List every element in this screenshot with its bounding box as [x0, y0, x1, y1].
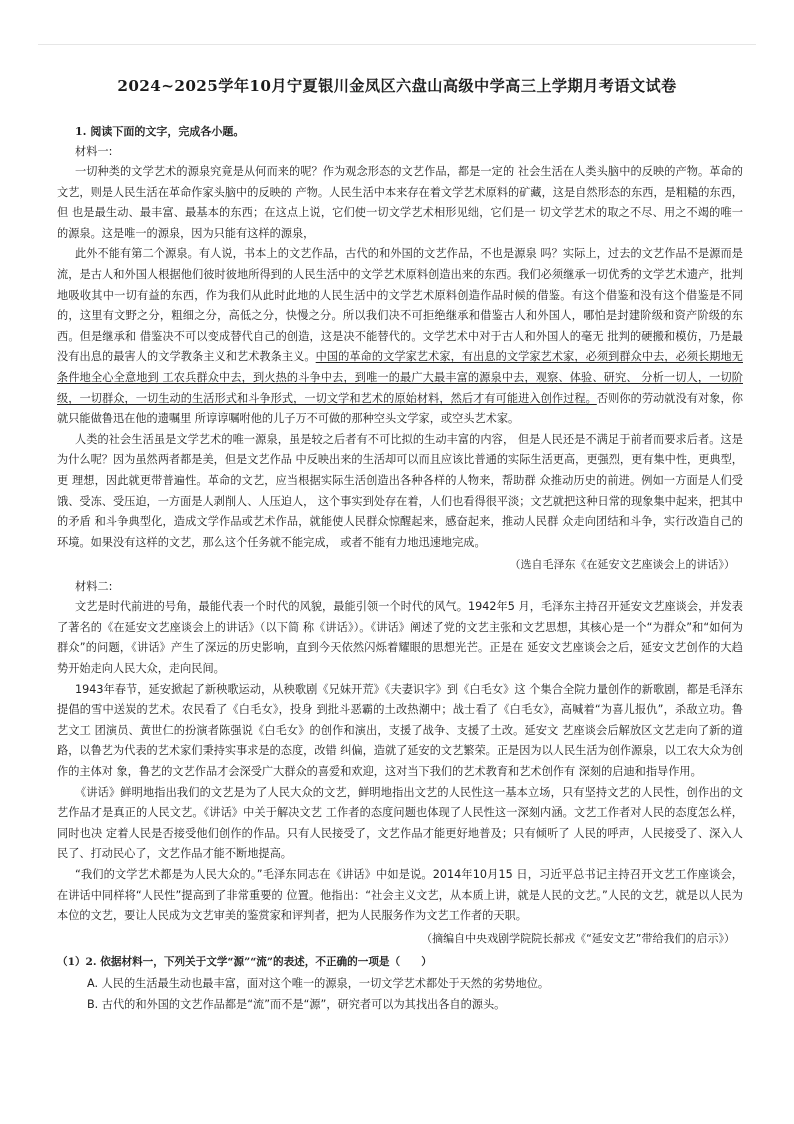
paragraph-text: “我们的文学艺术都是为人民大众的。”毛泽东同志在《讲话》中如是说。2014年10月15 日，习近平总书记主持召开文艺工作座谈会，在讲话中同样将“人民性”提高到了非常重要的 位置。他指出：“社会主义文艺，从本质上讲，就是人民的文艺。”人民的文艺，就是以人民为 本位的文艺，要让人民成为文艺审美的鉴赏家和评判者，把为人民服务作为文艺工作者的天职。 [57, 868, 743, 923]
paragraph [57, 244, 743, 429]
paragraph-text: 1943年春节，延安掀起了新秧歌运动，从秧歌剧《兄妹开荒》《夫妻识字》到《白毛女》这 个集合全院力量创作的新歌剧，都是毛泽东提倡的雪中送炭的艺术。农民看了《白毛女》，投身 到批斗恶霸的土改热潮中；战士看了《白毛女》，高喊着“为喜儿报仇”，杀敌立功。鲁艺文工 团演员、黄世仁的扮演者陈强说《白毛女》的创作和演出，支援了战争、支援了土改。延安文 艺座谈会后解放区文艺走向了新的道路，以鲁艺为代表的艺术家们秉持实事求是的态度，改错 纠偏，造就了延安的文艺繁荣。正是因为以人民生活为创作源泉，以工农大众为创作的主体对 象，鲁艺的文艺作品才会深受广大群众的喜爱和欢迎，这对当下我们的艺术教育和艺术创作有 深刻的启迪和指导作用。 [57, 682, 743, 779]
paragraph-text: 一切种类的文学艺术的源泉究竟是从何而来的呢？作为观念形态的文艺作品，都是一定的 社会生活在人类头脑中的反映的产物。革命的文艺，则是人民生活在革命作家头脑中的反映的 产物。人民生活中本来存在着文学艺术原料的矿藏，这是自然形态的东西，是粗糙的东西，但 也是最生动、最丰富、最基本的东西；在这点上说，它们使一切文学艺术相形见绌，它们是一 切文学艺术的取之不尽、用之不竭的唯一的源泉。这是唯一的源泉，因为只能有这样的源泉， [57, 165, 743, 240]
paragraph-text: 此外不能有第二个源泉。有人说，书本上的文艺作品，古代的和外国的文艺作品，不也是源泉 吗？实际上，过去的文艺作品不是源而是流，是古人和外国人根据他们彼时彼地所得到的人民生活中的文学艺术原料创造出来的东西。我们必须继承一切优秀的文学艺术遗产，批判地吸收其中一切有益的东西，作为我们从此时此地的人民生活中的文学艺术原料创造作品时候的借鉴。有这个借鉴和没有这个借鉴是不同的，这里有文野之分，粗细之分，高低之分，快慢之分。所以我们决不可拒绝继承和借鉴古人和外国人，哪怕是封建阶级和资产阶级的东西。但是继承和 借鉴决不可以变成替代自己的创造，这是决不能替代的。文学艺术中对于古人和外国人的毫无 批判的硬搬和模仿，乃是最没有出息的最害人的文学教条主义和艺术教条主义。 [57, 247, 743, 364]
material1-source: （选自毛泽东《在延安文艺座谈会上的讲话》） [509, 558, 735, 572]
material1-body [57, 162, 743, 553]
answer-option[interactable]: A. 人民的生活最生动也最丰富，面对这个唯一的源泉，一切文学艺术都处于天然的劣势地位。 [87, 976, 550, 990]
material1-label: 材料一: [75, 145, 113, 158]
paragraph-text: 《讲话》鲜明地指出我们的文艺是为了人民大众的文艺，鲜明地指出文艺的人民性这一基本立场，只有坚持文艺的人民性，创作出的文艺作品才是真正的人民文艺。《讲话》中关于解决文艺 工作者的态度问题也体现了人民性这一深刻内涵。文艺工作者对人民的态度怎么样，同时也决 定着人民是否接受他们创作的作品。只有人民接受了，文艺作品才能更好地普及；只有倾听了 人民的呼声，人民接受了、深入人民了、打动民心了，文艺作品才能不断地提高。 [57, 785, 743, 861]
paragraph [57, 680, 743, 783]
paragraph [57, 597, 743, 679]
material2-source: （摘编自中央戏剧学院院长郝戎《“延安文艺”带给我们的启示》） [421, 931, 735, 945]
paragraph-text: 文艺是时代前进的号角，最能代表一个时代的风貌，最能引领一个时代的风气。1942年5 月，毛泽东主持召开延安文艺座谈会，并发表了著名的《在延安文艺座谈会上的讲话》（以下简 称《讲话》）。《讲话》阐述了党的文艺主张和文艺思想，其核心是一个“为群众”和“如何为 群众”的问题，《讲话》产生了深远的历史影响，直到今天依然闪烁着耀眼的思想光芒。正是在 延安文艺座谈会之后，延安文艺创作的大趋势开始走向人民大众，走向民间。 [57, 600, 743, 676]
answer-options [57, 973, 743, 1015]
content [57, 122, 743, 1015]
paragraph [57, 783, 743, 865]
paragraph-text: 人类的社会生活虽是文学艺术的唯一源泉，虽是较之后者有不可比拟的生动丰富的内容， 但是人民还是不满足于前者而要求后者。这是为什么呢？因为虽然两者都是美，但是文艺作品 中反映出来的生活却可以而且应该比普通的实际生活更高，更强烈，更有集中性，更典型，更 理想，因此就更带普遍性。革命的文艺，应当根据实际生活创造出各种各样的人物来，帮助群 众推动历史的前进。例如一方面是人们受饿、受冻、受压迫，一方面是人剥削人、人压迫人， 这个事实到处存在着，人们也看得很平淡；文艺就把这种日常的现象集中起来，把其中的矛盾 和斗争典型化，造成文学作品或艺术作品，就能使人民群众惊醒起来，感奋起来，推动人民群 众走向团结和斗争，实行改造自己的环境。如果没有这样的文艺，那么这个任务就不能完成， 或者不能有力地迅速地完成。 [57, 432, 743, 549]
question-heading [75, 122, 743, 142]
paragraph [57, 162, 743, 244]
header-rule [38, 44, 756, 45]
material2-label: 材料二: [75, 580, 113, 594]
question-number: 1. [75, 125, 87, 138]
paragraph [57, 430, 743, 554]
paragraph-text: 否则你的劳动就没有对象，你就只能做鲁迅在他的遗嘱里 所谆谆嘱咐他的儿子万不可做的那种空头文学家，或空头艺术家。 [57, 391, 743, 426]
question-instruction: 阅读下面的文字，完成各小题。 [90, 125, 245, 138]
material2-body [57, 597, 743, 927]
underlined-text: 中国的革命的文学家艺术家，有出息的文学家艺术家，必须到群众中去，必须长期地无条件地全心全意地到 工农兵群众中去，到火热的斗争中去，到唯一的最广大最丰富的源泉中去，观察、体验、研究、 分析一切人，一切阶级，一切群众，一切生动的生活形式和斗争形式，一切文学和艺术的原始材料，然后才有可能进入创作过程。 [57, 350, 743, 405]
answer-option[interactable]: B. 古代的和外国的文艺作品都是“流”而不是“源”，研究者可以为其找出各自的源头。 [87, 997, 506, 1011]
page-title: 2024~2025学年10月宁夏银川金凤区六盘山高级中学高三上学期月考语文试卷 [117, 77, 677, 95]
sub-question-stem: （1）2. 依据材料一，下列关于文学“源”“流”的表述，不正确的一项是（ ） [57, 955, 432, 968]
paragraph [57, 865, 743, 927]
